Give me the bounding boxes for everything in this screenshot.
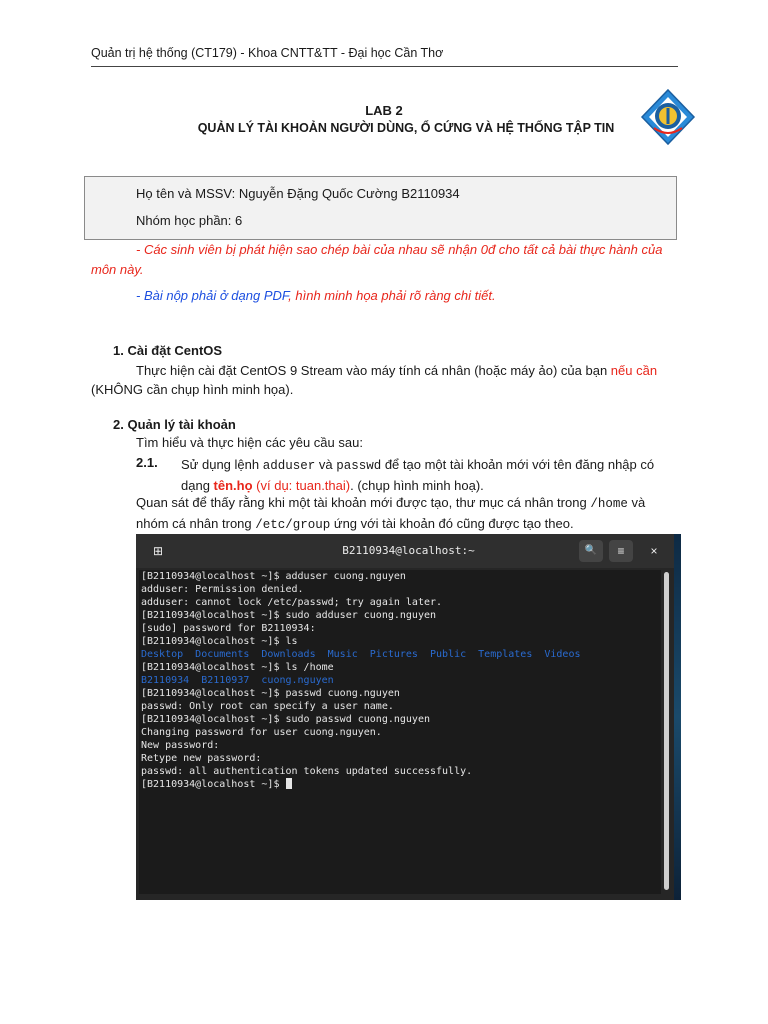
name-example: (ví dụ: tuan.thai) xyxy=(252,478,351,493)
cmd-adduser: adduser xyxy=(262,459,316,473)
terminal-line: passwd: all authentication tokens updated successfully. xyxy=(141,766,473,777)
search-icon[interactable]: 🔍 xyxy=(579,540,603,562)
text-cursor xyxy=(286,778,292,789)
university-logo xyxy=(640,88,696,146)
terminal-scrollbar[interactable] xyxy=(664,572,669,890)
terminal-ls-output: Desktop Documents Downloads Music Pictures Public Templates Videos xyxy=(141,649,581,660)
obs-text-b: và nhóm cá nhân trong xyxy=(136,495,646,531)
menu-icon[interactable]: ≡ xyxy=(609,540,633,562)
submission-note xyxy=(136,288,496,303)
desktop-background-edge xyxy=(674,534,681,900)
copy-warning-text: - Các sinh viên bị phát hiện sao chép bài của nhau sẽ nhận 0đ cho tất cả bài thực hành của môn này. xyxy=(91,242,663,277)
pdf-requirement: - Bài nộp phải ở dạng PDF xyxy=(136,288,289,303)
observation-text xyxy=(136,493,681,535)
terminal-line: passwd: Only root can specify a user name. xyxy=(141,701,394,712)
name-format: tên.họ xyxy=(213,478,253,493)
lab-title: LAB 2 xyxy=(365,103,403,118)
section-1-body xyxy=(91,361,681,399)
close-icon[interactable]: × xyxy=(650,544,658,558)
image-requirement: , hình minh họa phải rõ ràng chi tiết. xyxy=(288,288,496,303)
terminal-line: [B2110934@localhost ~]$ sudo adduser cuong.nguyen xyxy=(141,610,437,621)
terminal-title: B2110934@localhost:~ xyxy=(342,544,475,557)
terminal-screenshot xyxy=(136,534,681,900)
terminal-line: [B2110934@localhost ~]$ ls /home xyxy=(141,662,334,673)
prompt-text: [B2110934@localhost ~]$ xyxy=(141,779,286,790)
terminal-line: adduser: cannot lock /etc/passwd; try again later. xyxy=(141,597,443,608)
lab-subtitle: QUẢN LÝ TÀI KHOẢN NGƯỜI DÙNG, Ổ CỨNG VÀ HỆ THỐNG TẬP TIN xyxy=(197,121,615,135)
path-home: /home xyxy=(590,497,628,511)
terminal-home-listing: B2110934 B2110937 cuong.nguyen xyxy=(141,675,334,686)
terminal-titlebar xyxy=(136,534,681,568)
terminal-line: [B2110934@localhost ~]$ sudo passwd cuong.nguyen xyxy=(141,714,430,725)
student-info-box xyxy=(84,176,677,240)
terminal-line: adduser: Permission denied. xyxy=(141,584,304,595)
terminal-line: [B2110934@localhost ~]$ passwd cuong.nguyen xyxy=(141,688,400,699)
terminal-line: Retype new password: xyxy=(141,753,262,764)
section-1-heading: 1. Cài đặt CentOS xyxy=(113,343,223,358)
terminal-line: Changing password for user cuong.nguyen. xyxy=(141,727,382,738)
sub-text-c: để tạo một tài khoản mới với tên đăng nhập có dạng xyxy=(181,457,655,493)
sub-text-d: . (chụp hình minh hoạ). xyxy=(350,478,484,493)
header-rule xyxy=(91,66,678,67)
terminal-prompt[interactable] xyxy=(141,778,292,791)
cmd-passwd: passwd xyxy=(336,459,382,473)
copy-warning xyxy=(91,240,681,280)
terminal-line: [B2110934@localhost ~]$ ls xyxy=(141,636,298,647)
section-1-if-needed: nếu cần xyxy=(610,363,658,378)
obs-text-c: ứng với tài khoản đó cũng được tạo theo. xyxy=(330,516,574,531)
terminal-line: New password: xyxy=(141,740,220,751)
subsection-2-1-text xyxy=(181,455,681,496)
section-1-text-b: (KHÔNG cần chụp hình minh họa). xyxy=(91,382,294,397)
section-2-intro: Tìm hiểu và thực hiện các yêu cầu sau: xyxy=(136,435,363,450)
terminal-output xyxy=(139,570,661,894)
terminal-line: [sudo] password for B2110934: xyxy=(141,623,316,634)
sub-text-a: Sử dụng lệnh xyxy=(181,457,263,472)
sub-text-b: và xyxy=(315,457,337,472)
student-name: Họ tên và MSSV: Nguyễn Đặng Quốc Cường B2110934 xyxy=(136,186,460,201)
subsection-2-1-number: 2.1. xyxy=(136,455,158,470)
document-header: Quản trị hệ thống (CT179) - Khoa CNTT&TT - Đại học Cần Thơ xyxy=(91,46,444,60)
student-group: Nhóm học phần: 6 xyxy=(136,213,243,228)
new-tab-icon[interactable]: ⊞ xyxy=(152,544,164,558)
terminal-line: [B2110934@localhost ~]$ adduser cuong.nguyen xyxy=(141,571,406,582)
section-1-text-a: Thực hiện cài đặt CentOS 9 Stream vào máy tính cá nhân (hoặc máy ảo) của bạn xyxy=(136,363,611,378)
path-group: /etc/group xyxy=(255,518,331,532)
section-2-heading: 2. Quản lý tài khoản xyxy=(113,417,236,432)
obs-text-a: Quan sát để thấy rằng khi một tài khoản mới được tạo, thư mục cá nhân trong xyxy=(136,495,591,510)
